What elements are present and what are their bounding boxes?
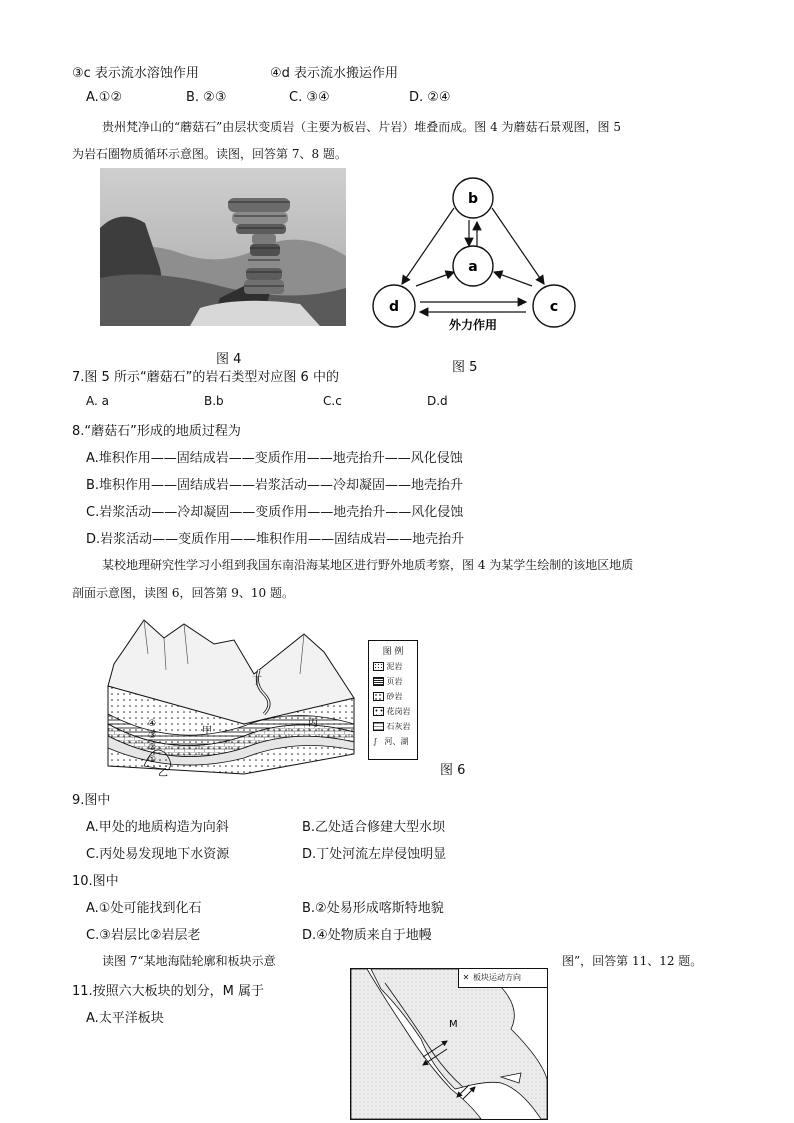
q10-choice-b: B.②处易形成喀斯特地貌 xyxy=(302,901,444,916)
label-n1: ① xyxy=(148,755,157,765)
label-yi: 乙 xyxy=(158,768,168,779)
legend-item-river-lake: ∫ 河、湖 xyxy=(373,737,409,746)
mushroom-rock-photo xyxy=(100,168,346,326)
q10-choice-d: D.④处物质来自于地幔 xyxy=(302,928,432,943)
node-a: a xyxy=(468,259,478,275)
intro-7-8-line2: 为岩石圈物质循环示意图。读图，回答第 7、8 题。 xyxy=(72,147,347,161)
intro-7-8-line1: 贵州梵净山的“蘑菇石”由层状变质岩（主要为板岩、片岩）堆叠而成。图 4 为蘑菇石景观图，图 5 xyxy=(102,120,621,134)
q8-choice-a: A.堆积作用——固结成岩——变质作用——地壳抬升——风化侵蚀 xyxy=(86,451,463,466)
q11-choice-a: A.太平洋板块 xyxy=(86,1011,164,1026)
q7-stem: 7.图 5 所示“蘑菇石”的岩石类型对应图 6 中的 xyxy=(72,370,339,385)
q7-choice-c: C.c xyxy=(323,394,342,408)
legend-item-granite: 花岗岩 xyxy=(373,704,411,719)
q9-choice-a: A.甲处的地质构造为向斜 xyxy=(86,820,229,835)
q6-choice-b: B. ②③ xyxy=(186,90,227,105)
q7-choice-b: B.b xyxy=(204,394,224,408)
q8-stem: 8.“蘑菇石”形成的地质过程为 xyxy=(72,424,241,439)
label-m: M xyxy=(449,1019,458,1030)
q6-choice-a: A.①② xyxy=(86,90,123,105)
fig6-caption: 图 6 xyxy=(440,763,466,778)
node-b: b xyxy=(467,191,479,207)
label-jia: 甲 xyxy=(202,726,212,737)
label-bing: 丙 xyxy=(308,718,318,729)
river-swatch-icon: ∫ xyxy=(373,737,378,746)
shale-swatch-icon xyxy=(373,677,384,686)
geologic-cross-section xyxy=(104,614,364,784)
legend-item-sandstone: 砂岩 xyxy=(373,689,411,704)
q8-choice-b: B.堆积作用——固结成岩——岩浆活动——冷却凝固——地壳抬升 xyxy=(86,478,464,493)
q9-choice-d: D.丁处河流左岸侵蚀明显 xyxy=(302,847,447,862)
label-n3: ③ xyxy=(148,731,157,741)
q11-stem: 11.按照六大板块的划分，M 属于 xyxy=(72,984,265,999)
q6-choice-c: C. ③④ xyxy=(289,90,330,105)
legend-item-shale: 页岩 xyxy=(373,674,411,689)
q8-choice-c: C.岩浆活动——冷却凝固——变质作用——地壳抬升——风化侵蚀 xyxy=(86,505,464,520)
arrow-label-external-force: 外力作用 xyxy=(448,318,498,332)
sandstone-swatch-icon xyxy=(373,692,384,701)
q8-choice-d: D.岩浆活动——变质作用——堆积作用——固结成岩——地壳抬升 xyxy=(86,532,465,547)
plate-boundary-map xyxy=(350,968,548,1120)
fig7-legend xyxy=(458,969,547,988)
intro-11-12-left: 读图 7“某地海陆轮廓和板块示意 xyxy=(102,954,276,968)
q10-choice-c: C.③岩层比②岩层老 xyxy=(86,928,201,943)
q6-option-3: ③c 表示流水溶蚀作用 xyxy=(72,66,199,81)
node-c: c xyxy=(549,299,559,315)
q10-choice-a: A.①处可能找到化石 xyxy=(86,901,202,916)
node-d: d xyxy=(388,299,400,315)
legend-item-mudstone: 泥岩 xyxy=(373,659,411,674)
q6-option-4: ④d 表示流水搬运作用 xyxy=(270,66,399,81)
fig6-legend xyxy=(368,640,418,760)
intro-11-12-right: 图”，回答第 11、12 题。 xyxy=(562,954,703,968)
q7-choice-d: D.d xyxy=(427,394,448,408)
mudstone-swatch-icon xyxy=(373,662,384,671)
rock-cycle-diagram xyxy=(368,176,580,336)
legend-item-limestone: 石灰岩 xyxy=(373,719,411,734)
label-n2: ② xyxy=(148,743,157,753)
intro-9-10-line1: 某校地理研究性学习小组到我国东南沿海某地区进行野外地质考察，图 4 为某学生绘制的该地区地质 xyxy=(102,558,634,572)
fig4-caption: 图 4 xyxy=(216,352,242,367)
q9-choice-c: C.丙处易发现地下水资源 xyxy=(86,847,230,862)
limestone-swatch-icon xyxy=(373,722,384,731)
label-ding: 丁 xyxy=(252,676,262,687)
granite-swatch-icon xyxy=(373,707,384,716)
q6-choice-d: D. ②④ xyxy=(409,90,451,105)
fig7-legend-label: 板块运动方向 xyxy=(473,973,521,982)
q9-choice-b: B.乙处适合修建大型水坝 xyxy=(302,820,446,835)
q7-choice-a: A. a xyxy=(86,394,109,408)
fig5-caption: 图 5 xyxy=(452,360,478,375)
intro-9-10-line2: 剖面示意图，读图 6，回答第 9、10 题。 xyxy=(72,586,294,600)
legend-title: 图 例 xyxy=(382,647,404,657)
plate-motion-arrow-icon: ✕ xyxy=(462,973,470,982)
q9-stem: 9.图中 xyxy=(72,793,111,808)
label-n4: ④ xyxy=(148,719,157,729)
q10-stem: 10.图中 xyxy=(72,874,119,889)
